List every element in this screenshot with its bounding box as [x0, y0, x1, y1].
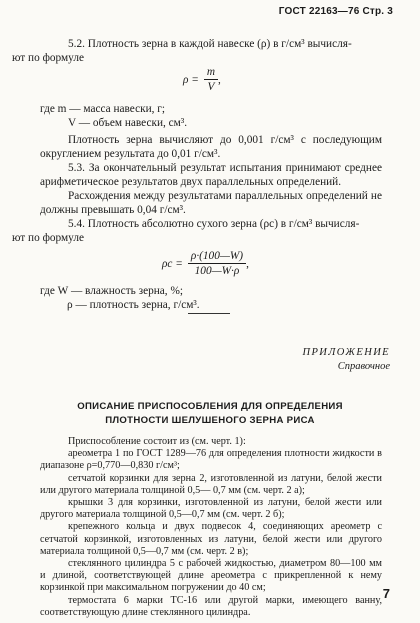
list-item: ареометра 1 по ГОСТ 1289—76 для определения плотности жидкости в диапазоне ρ=0,770—0,830 г/см³; — [40, 448, 382, 472]
where-moisture: где W — влажность зерна, %; — [40, 285, 183, 297]
appendix-title: ПРИЛОЖЕНИЕ — [302, 347, 390, 358]
component-list — [40, 436, 382, 619]
appendix-label — [303, 346, 391, 374]
section-5-2: 5.2. Плотность зерна в каждой навеске (ρ) в г/см³ вычисля- ют по формуле — [12, 38, 352, 64]
formula-dry-density-lhs: ρc = — [162, 257, 183, 270]
appendix-heading: ОПИСАНИЕ ПРИСПОСОБЛЕНИЯ ДЛЯ ОПРЕДЕЛЕНИЯ ПЛОТНОСТИ ШЕЛУШЕНОГО ЗЕРНА РИСА — [77, 401, 343, 426]
section-divider — [188, 313, 230, 314]
list-item: сетчатой корзинки для зерна 2, изготовленной из латуни, белой жести или другого материала толщиной 0,5— 0,7 мм (см. черт. 2 а); — [40, 472, 382, 496]
list-item: крепежного кольца и двух подвесок 4, соединяющих ареометр с сетчатой корзинкой, изготовленных из латуни, белой жести или другого материала толщиной 0,5—0,7 мм (см. черт. 2 в); — [40, 521, 382, 557]
formula-density-denominator: V — [207, 81, 215, 93]
where-density: ρ — плотность зерна, г/см³. — [67, 299, 200, 311]
formula-dry-density: ρc = $\frac{\rho\cdot(100—W)}{100—W\cdot\rho}$ , — [162, 250, 249, 277]
para-divergence: Расхождения между результатами параллельных определений не должны превышать 0,04 г/см³. — [40, 190, 382, 216]
para-density-rounding: Плотность зерна вычисляют до 0,001 г/см³ с последующим округлением результата до 0,01 г/см³. — [40, 134, 382, 160]
formula-dry-density-denominator: 100—W·ρ — [194, 265, 240, 277]
list-item: крышки 3 для корзинки, изготовленной из латуни, белой жести или другого материала толщиной 0,5—0,7 мм (см. черт. 2 б); — [40, 497, 382, 521]
where-mass: где m — масса навески, г; — [40, 103, 166, 115]
formula-density: ρ = $\frac{m}{V}$ , — [183, 66, 221, 93]
formula-density-numerator: m — [204, 66, 218, 80]
page-number: 7 — [382, 586, 390, 601]
appendix-subtitle: Справочное — [337, 361, 390, 372]
where-volume: V — объем навески, см³. — [68, 117, 188, 129]
page-header: ГОСТ 22163—76 Стр. 3 — [278, 6, 393, 17]
list-item: термостата 6 марки ТС-16 или другой марки, имеющего ванну, соответствующую длине стеклянного цилиндра. — [40, 594, 382, 618]
section-5-3: 5.3. За окончательный результат испытания принимают среднее арифметическое результатов двух параллельных определений. — [40, 162, 382, 188]
section-5-4: 5.4. Плотность абсолютно сухого зерна (ρc) в г/см³ вычисля- ют по формуле — [12, 218, 360, 244]
formula-density-lhs: ρ = — [183, 73, 199, 86]
list-item: стеклянного цилиндра 5 с рабочей жидкостью, диаметром 80—100 мм и длиной, соответствующей длине ареометра с прикрепленной к нему корзинкой при максимальном погружении до 40 см; — [40, 558, 382, 594]
formula-dry-density-numerator: ρ·(100—W) — [188, 250, 246, 264]
list-intro: Приспособление состоит из (см. черт. 1): — [68, 436, 246, 447]
